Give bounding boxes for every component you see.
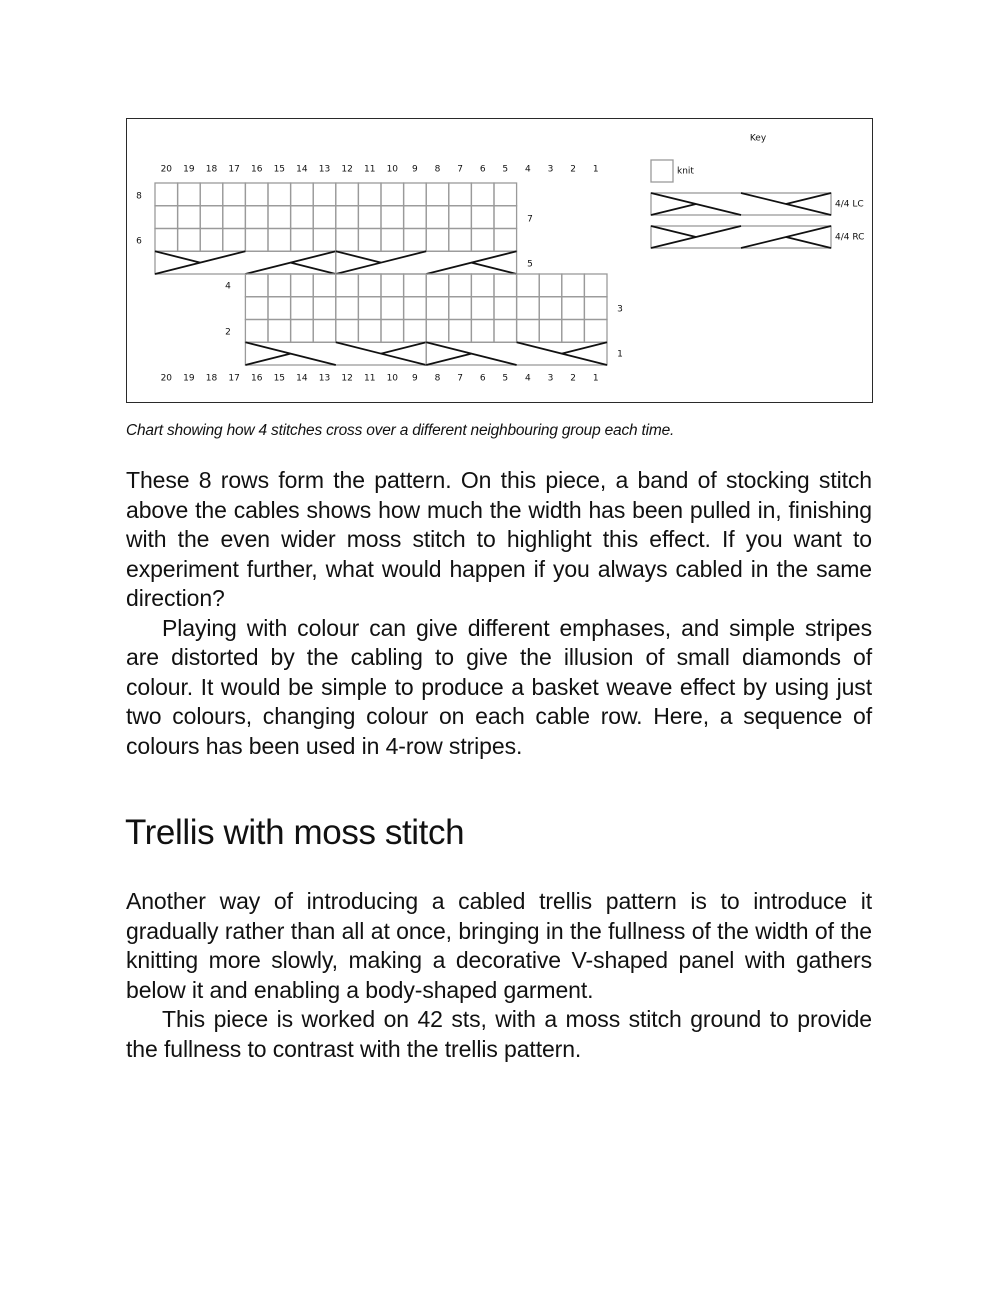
knit-cell	[155, 183, 178, 206]
knit-cell	[268, 274, 291, 297]
knit-cell	[562, 274, 585, 297]
cable-strand	[786, 193, 831, 204]
knit-cell	[404, 320, 427, 343]
chart-row-7	[155, 206, 517, 229]
cable-cross-lc	[651, 193, 831, 215]
knit-cell	[358, 297, 381, 320]
chart-row-2	[245, 320, 607, 343]
column-label-top: 12	[341, 164, 353, 175]
column-label-bottom: 8	[434, 373, 441, 384]
row-label: 4	[225, 281, 231, 292]
cable-cross-rc	[155, 251, 336, 274]
knit-cell	[155, 206, 178, 229]
knit-cell	[223, 183, 246, 206]
section-heading: Trellis with moss stitch	[125, 813, 465, 852]
cable-strand	[651, 226, 696, 237]
knit-cell	[404, 297, 427, 320]
cable-strand	[562, 342, 607, 353]
chart-row-6	[155, 229, 517, 252]
knit-cell	[404, 183, 427, 206]
column-label-top: 11	[363, 164, 376, 175]
knit-cell	[494, 274, 517, 297]
column-label-bottom: 14	[296, 373, 308, 384]
knit-cell	[449, 206, 472, 229]
key-item-lc	[651, 193, 831, 215]
knit-cell	[313, 229, 336, 252]
column-label-bottom: 13	[318, 373, 331, 384]
knit-cell	[358, 183, 381, 206]
knit-cell	[539, 297, 562, 320]
key-item-rc	[651, 226, 831, 248]
knit-cell	[268, 320, 291, 343]
chart-caption: Chart showing how 4 stitches cross over a different neighbouring group each time.	[126, 422, 675, 439]
knit-cell	[404, 229, 427, 252]
cable-strand	[291, 263, 336, 274]
knit-cell	[562, 320, 585, 343]
chart-row-1	[245, 342, 607, 365]
column-label-top: 13	[318, 164, 331, 175]
cable-cross-lc	[245, 342, 426, 365]
row-label: 3	[617, 304, 623, 315]
row-label: 1	[617, 349, 623, 360]
row-label: 6	[136, 236, 142, 247]
knit-cell	[381, 274, 404, 297]
chart-row-3	[245, 297, 607, 320]
column-label-top: 10	[386, 164, 399, 175]
cable-strand	[426, 354, 471, 365]
knit-cell	[381, 229, 404, 252]
column-label-top: 9	[412, 164, 418, 175]
column-label-bottom: 5	[502, 373, 509, 384]
knit-cell	[245, 320, 268, 343]
knit-cell	[426, 274, 449, 297]
cable-strand	[786, 237, 831, 248]
key-item-knit	[651, 160, 673, 182]
knit-cell	[494, 183, 517, 206]
knit-cell	[200, 229, 223, 252]
knit-cell	[268, 183, 291, 206]
column-label-top: 15	[273, 164, 286, 175]
knit-cell	[449, 297, 472, 320]
knit-cell	[358, 206, 381, 229]
knit-cell	[404, 274, 427, 297]
knit-cell	[517, 320, 540, 343]
knitting-chart	[0, 0, 999, 420]
knit-cell	[313, 274, 336, 297]
cable-strand	[336, 251, 381, 262]
cable-strand	[471, 263, 516, 274]
key-knit-symbol	[651, 160, 673, 182]
column-label-top: 2	[570, 164, 576, 175]
knit-cell	[449, 274, 472, 297]
row-label: 5	[527, 259, 533, 270]
column-label-bottom: 16	[250, 373, 263, 384]
knit-cell	[426, 183, 449, 206]
column-label-top: 17	[228, 164, 240, 175]
knit-cell	[245, 274, 268, 297]
cable-strand	[381, 342, 426, 353]
knit-cell	[336, 274, 359, 297]
column-label-bottom: 4	[525, 373, 531, 384]
knit-cell	[313, 183, 336, 206]
column-label-bottom: 6	[479, 373, 486, 384]
knit-cell	[336, 206, 359, 229]
knit-cell	[155, 229, 178, 252]
knit-cell	[426, 229, 449, 252]
knit-cell	[358, 320, 381, 343]
column-label-bottom: 15	[273, 373, 286, 384]
knit-cell	[336, 183, 359, 206]
column-label-top: 19	[183, 164, 195, 175]
column-label-bottom: 19	[183, 373, 195, 384]
knit-cell	[245, 297, 268, 320]
knit-cell	[449, 320, 472, 343]
knit-cell	[291, 206, 314, 229]
column-label-bottom: 2	[570, 373, 576, 384]
knit-cell	[471, 206, 494, 229]
knit-cell	[358, 229, 381, 252]
knit-cell	[494, 320, 517, 343]
column-label-bottom: 12	[341, 373, 353, 384]
knit-cell	[381, 297, 404, 320]
key-title: Key	[749, 133, 767, 144]
column-label-bottom: 7	[457, 373, 463, 384]
column-label-top: 3	[547, 164, 554, 175]
knit-cell	[562, 297, 585, 320]
paragraph: This piece is worked on 42 sts, with a moss stitch ground to provide the fullness to contrast with the trellis pattern.	[126, 1006, 872, 1062]
knit-cell	[336, 297, 359, 320]
knit-cell	[313, 320, 336, 343]
column-label-top: 8	[434, 164, 441, 175]
column-label-top: 14	[296, 164, 308, 175]
row-label: 2	[225, 327, 231, 338]
knit-cell	[245, 229, 268, 252]
knit-cell	[291, 183, 314, 206]
knit-cell	[494, 206, 517, 229]
knit-cell	[223, 229, 246, 252]
knit-cell	[584, 274, 607, 297]
key-label: knit	[677, 166, 694, 177]
knit-cell	[471, 297, 494, 320]
cable-cross-rc	[651, 226, 831, 248]
cable-strand	[155, 251, 200, 262]
knit-cell	[313, 206, 336, 229]
column-label-top: 4	[525, 164, 531, 175]
row-label: 8	[136, 191, 142, 202]
paragraph: Playing with colour can give different emphases, and simple stripes are distorted by the cabling to give the illusion of small diamonds of colour. It would be simple to produce a basket weave effect by using just two colours, changing colour on each cable row. Here, a sequence of colours has been used in 4-row stripes.	[126, 614, 872, 759]
key-label: 4/4 RC	[835, 232, 865, 243]
chart-row-8	[155, 183, 517, 206]
knit-cell	[178, 183, 201, 206]
knit-cell	[268, 229, 291, 252]
knit-cell	[381, 183, 404, 206]
knit-cell	[381, 320, 404, 343]
body-section-2	[126, 887, 872, 1064]
column-label-bottom: 10	[386, 373, 399, 384]
knit-cell	[539, 274, 562, 297]
key-label: 4/4 LC	[835, 199, 864, 210]
knit-cell	[471, 229, 494, 252]
knit-cell	[245, 183, 268, 206]
knit-cell	[517, 297, 540, 320]
knit-cell	[517, 274, 540, 297]
row-label: 7	[527, 214, 533, 225]
column-label-top: 16	[250, 164, 263, 175]
column-label-bottom: 9	[412, 373, 418, 384]
column-label-top: 6	[479, 164, 486, 175]
knit-cell	[449, 229, 472, 252]
knit-cell	[539, 320, 562, 343]
knit-cell	[336, 229, 359, 252]
knit-cell	[494, 297, 517, 320]
paragraph: Another way of introducing a cabled trellis pattern is to introduce it gradually rather than all at once, bringing in the fullness of the width of the knitting more slowly, making a decorative V-shaped panel with gathers below it and enabling a body-shaped garment.	[126, 888, 872, 1003]
column-label-bottom: 3	[547, 373, 554, 384]
paragraph: These 8 rows form the pattern. On this piece, a band of stocking stitch above the cables shows how much the width has been pulled in, finishing with the even wider moss stitch to highlight this effect. If you want to experiment further, what would happen if you always cabled in the same direction?	[126, 467, 872, 611]
knit-cell	[584, 297, 607, 320]
knit-cell	[426, 320, 449, 343]
column-label-bottom: 1	[592, 373, 599, 384]
knit-cell	[336, 320, 359, 343]
knit-cell	[268, 297, 291, 320]
column-label-bottom: 20	[160, 373, 173, 384]
knit-cell	[381, 206, 404, 229]
knit-cell	[223, 206, 246, 229]
column-label-bottom: 17	[228, 373, 240, 384]
knit-cell	[178, 206, 201, 229]
cable-cross-rc	[336, 251, 517, 274]
knit-cell	[404, 206, 427, 229]
column-label-top: 1	[592, 164, 599, 175]
body-section-1	[126, 466, 872, 761]
knit-cell	[584, 320, 607, 343]
knit-cell	[471, 183, 494, 206]
knit-cell	[245, 206, 268, 229]
knit-cell	[313, 297, 336, 320]
cable-strand	[651, 204, 696, 215]
knit-cell	[494, 229, 517, 252]
knit-cell	[178, 229, 201, 252]
column-label-bottom: 11	[363, 373, 376, 384]
knit-cell	[291, 320, 314, 343]
column-label-top: 18	[205, 164, 218, 175]
knit-cell	[291, 297, 314, 320]
column-label-bottom: 18	[205, 373, 218, 384]
knit-cell	[291, 229, 314, 252]
knit-cell	[449, 183, 472, 206]
knit-cell	[291, 274, 314, 297]
knit-cell	[200, 206, 223, 229]
cable-cross-lc	[426, 342, 607, 365]
knit-cell	[471, 274, 494, 297]
knit-cell	[358, 274, 381, 297]
column-label-top: 7	[457, 164, 463, 175]
knit-cell	[426, 206, 449, 229]
knit-cell	[471, 320, 494, 343]
knit-cell	[200, 183, 223, 206]
cable-strand	[245, 354, 290, 365]
column-label-top: 5	[502, 164, 509, 175]
chart-row-4	[245, 274, 607, 297]
knit-cell	[268, 206, 291, 229]
chart-row-5	[155, 251, 517, 274]
knit-cell	[426, 297, 449, 320]
column-label-top: 20	[160, 164, 173, 175]
